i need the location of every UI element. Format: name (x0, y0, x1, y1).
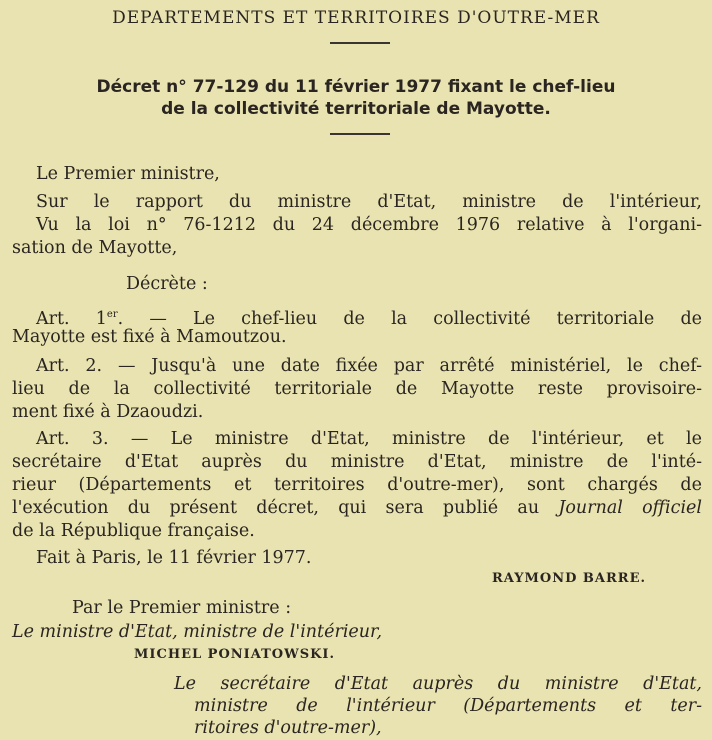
text-line: rieur (Départements et territoires d'outre-mer), sont chargés de (12, 475, 702, 495)
text-line: de la République française. (12, 521, 255, 541)
par-le-premier-ministre: Par le Premier ministre : (72, 598, 292, 618)
text-line: Sur le rapport du ministre d'Etat, ministre de l'intérieur, (36, 192, 702, 212)
section-title: DEPARTEMENTS ET TERRITOIRES D'OUTRE-MER (112, 8, 600, 28)
text-line: Vu la loi n° 76-1212 du 24 décembre 1976 relative à l'organi- (36, 215, 702, 235)
title-divider (330, 133, 390, 135)
decree-title-line-2: de la collectivité territoriale de Mayotte. (161, 99, 551, 119)
text-line: Le Premier ministre, (36, 164, 220, 184)
text-line: sation de Mayotte, (12, 238, 178, 258)
article-1-label: Art. 1 (36, 308, 107, 329)
text-line: secrétaire d'Etat auprès du ministre d'Etat, ministre de l'inté- (12, 452, 702, 472)
text-line: Art. 2. — Jusqu'à une date fixée par arrêté ministériel, le chef- (36, 356, 702, 376)
signature-pm: RAYMOND BARRE. (492, 571, 647, 586)
top-divider (330, 42, 390, 44)
text-line: lieu de la collectivité territoriale de Mayotte reste provisoire- (12, 379, 702, 399)
decree-title (20, 76, 692, 120)
secretary-title-line-1: Le secrétaire d'Etat auprès du ministre d'Etat, (174, 674, 702, 694)
text-segment: l'exécution du présent décret, qui sera publié au (12, 498, 540, 518)
decrete-heading: Décrète : (126, 274, 208, 294)
secretary-title-line-2: ministre de l'intérieur (Départements et ter- (194, 696, 702, 716)
article-1-text: . — Le chef-lieu de la collectivité territoriale de (117, 308, 703, 329)
text-line: Mayotte est fixé à Mamoutzou. (12, 327, 287, 347)
text-line: ment fixé à Dzaoudzi. (12, 402, 204, 422)
secretary-title-line-3: ritoires d'outre-mer), (194, 718, 382, 738)
minister-title: Le ministre d'Etat, ministre de l'intérieur, (12, 622, 383, 642)
date-line: Fait à Paris, le 11 février 1977. (36, 548, 312, 568)
text-line: Art. 3. — Le ministre d'Etat, ministre de l'intérieur, et le (36, 429, 702, 449)
journal-officiel-italic: Journal officiel (558, 498, 702, 518)
decree-title-line-1: Décret n° 77-129 du 11 février 1977 fixant le chef-lieu (96, 77, 616, 97)
signature-minister: MICHEL PONIATOWSKI. (134, 647, 336, 662)
text-line (12, 497, 702, 520)
article-1-sup: er (106, 309, 118, 320)
